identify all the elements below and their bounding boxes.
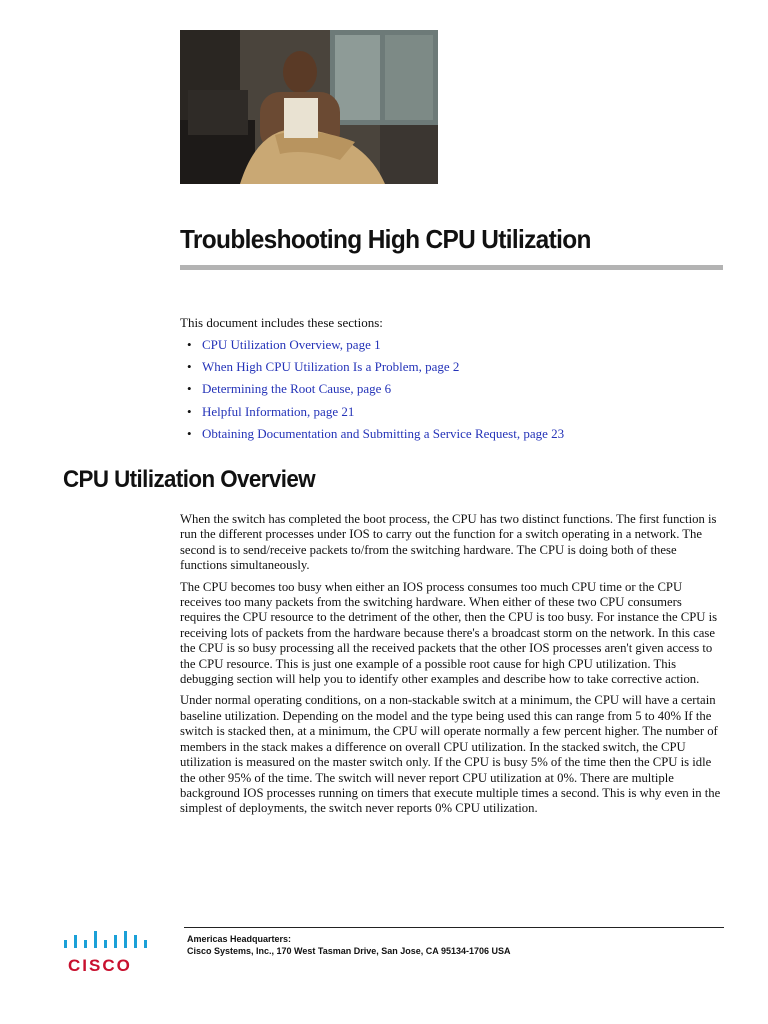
hq-label: Americas Headquarters: xyxy=(187,934,292,944)
hq-address: Cisco Systems, Inc., 170 West Tasman Drive, San Jose, CA 95134-1706 USA xyxy=(187,946,511,956)
toc-item xyxy=(180,426,720,442)
bullet-icon: • xyxy=(187,337,192,352)
cisco-wordmark: CISCO xyxy=(68,956,132,975)
cisco-bars-icon xyxy=(60,928,160,954)
toc-item xyxy=(180,404,720,420)
body-paragraph: When the switch has completed the boot process, the CPU has two distinct functions. The first function is run the different processes under IOS to carry out the function for a switch operating in a network. The second is to send/receive packets to/from the switching hardware. The CPU is doing both of these functions simultaneously. xyxy=(180,512,717,573)
section-heading: CPU Utilization Overview xyxy=(63,466,316,493)
toc-link-cpu-overview[interactable]: CPU Utilization Overview, page 1 xyxy=(202,337,381,352)
toc-link-root-cause[interactable]: Determining the Root Cause, page 6 xyxy=(202,381,392,397)
footer-address-block xyxy=(187,933,511,957)
bullet-icon: • xyxy=(187,403,192,419)
title-divider xyxy=(180,265,723,270)
cover-photo xyxy=(180,30,438,184)
section-body xyxy=(180,512,722,823)
bullet-icon: • xyxy=(187,425,192,441)
toc-link-helpful-info[interactable]: Helpful Information, page 21 xyxy=(202,403,355,419)
toc-item xyxy=(180,337,720,353)
toc-item xyxy=(180,381,720,397)
toc-link-documentation[interactable]: Obtaining Documentation and Submitting a Service Request, page 23 xyxy=(202,425,565,441)
body-paragraph: The CPU becomes too busy when either an IOS process consumes too much CPU time or the CPU receives too many packets from the switching hardware. When either of these two CPU consumers requires the CPU resource to the detriment of the other, then the CPU is too busy. For instance the CPU is receiving lots of packets from the hardware because there's a broadcast storm on the network. In this case the CPU is so busy processing all the received packets that the other IOS processes aren't given access to the CPU resource. This is just one example of a possible root cause for high CPU utilization. This debugging section will help you to identify other examples and describe how to take corrective action. xyxy=(180,579,718,687)
page-title: Troubleshooting High CPU Utilization xyxy=(180,224,591,254)
footer-divider xyxy=(184,927,724,928)
body-paragraph: Under normal operating conditions, on a non-stackable switch at a minimum, the CPU will have a certain baseline utilization. Depending on the model and the type being used this can range from 5 to 40% If the switch is stacked then, at a minimum, the CPU will operate normally a few percent higher. The number of members in the stack makes a difference on overall CPU utilization. In the stacked switch, the CPU utilization is measured on the master switch only. If the CPU is busy 5% of the time then the CPU is idle the other 95% of the time. The switch will never report CPU utilization at 0%. There are multiple background IOS processes running on timers that execute multiple times a second. This is why even in the simplest of deployments, the switch never reports 0% CPU utilization. xyxy=(180,693,721,816)
cisco-logo xyxy=(60,928,160,978)
intro-lead: This document includes these sections: xyxy=(180,315,383,330)
toc-link-high-cpu-problem[interactable]: When High CPU Utilization Is a Problem, page 2 xyxy=(202,359,460,375)
bullet-icon: • xyxy=(187,381,192,397)
bullet-icon: • xyxy=(187,359,192,375)
toc-item xyxy=(180,359,720,375)
toc-list xyxy=(180,337,720,442)
intro-section xyxy=(180,315,720,448)
